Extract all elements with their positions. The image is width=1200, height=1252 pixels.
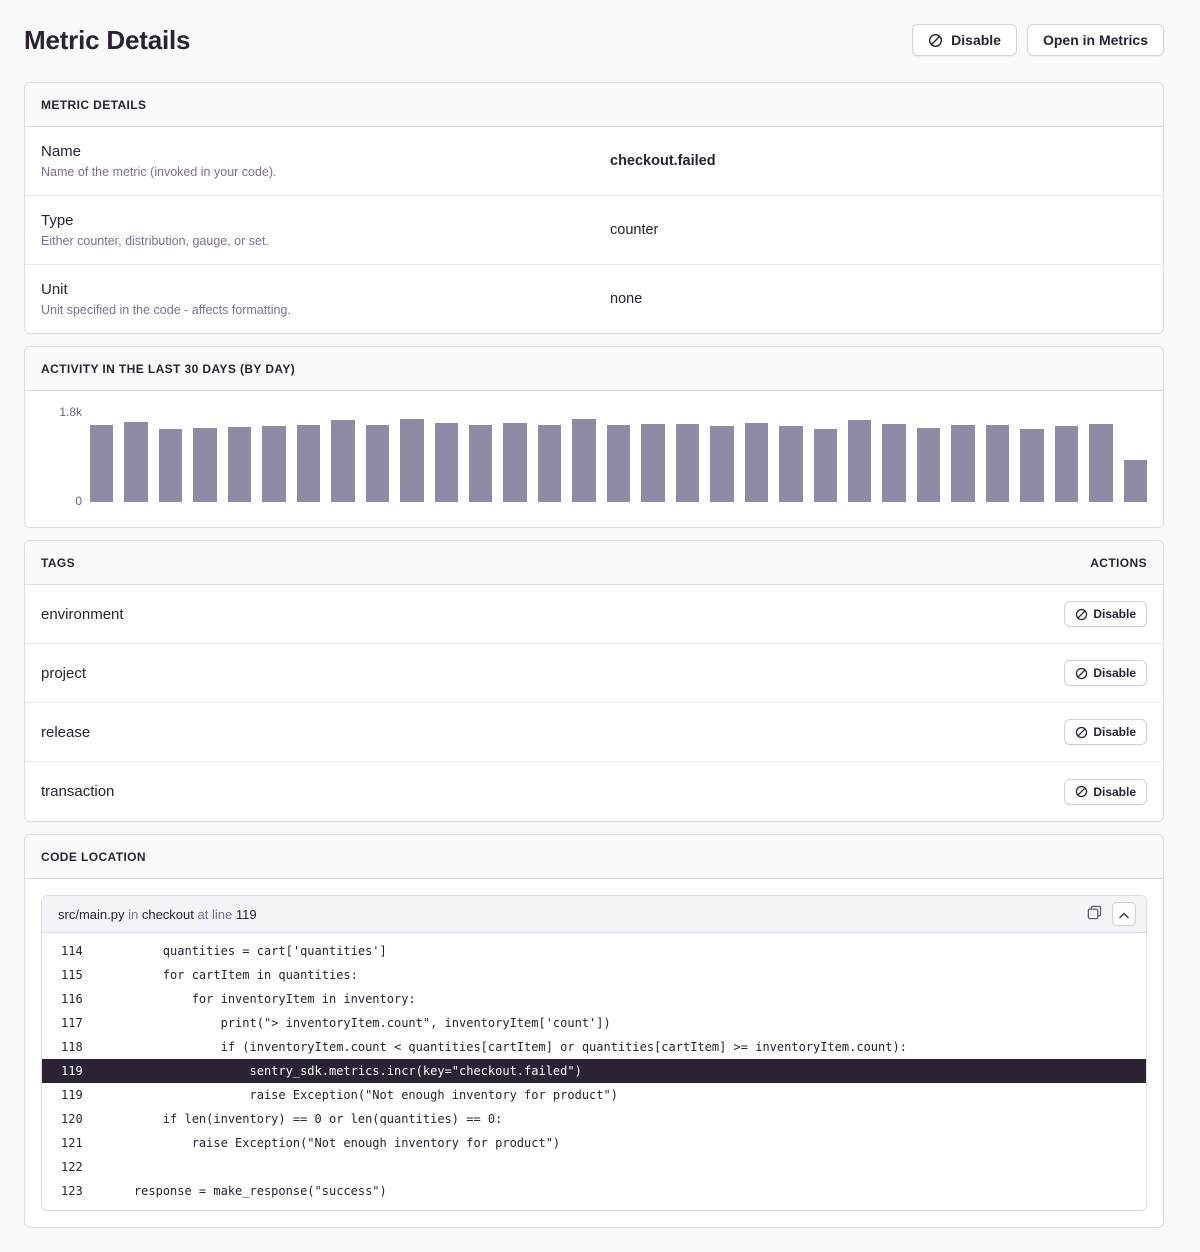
code-line-text: quantities = cart['quantities'] [105,944,387,958]
code-location-panel-header [25,835,1163,879]
code-line-number: 117 [61,1016,83,1030]
prohibit-icon [1075,726,1088,739]
detail-label: Type [41,212,74,229]
chart-bar[interactable] [228,427,251,502]
code-snippet-header [42,896,1146,933]
code-line [42,1011,1146,1035]
chart-bar[interactable] [1124,460,1147,502]
metric-detail-row [25,265,1163,333]
code-line-number: 118 [61,1040,83,1054]
tag-disable-label: Disable [1093,607,1136,621]
tag-name: environment [41,605,124,623]
chart-bar[interactable] [572,419,595,502]
tag-disable-label: Disable [1093,784,1136,799]
tag-disable-button[interactable] [1064,601,1147,627]
chart-bar[interactable] [124,422,147,502]
code-line [42,939,1146,963]
code-line [42,1131,1146,1155]
code-line-text: if (inventoryItem.count < quantities[cartItem] or quantities[cartItem] >= inventoryItem.count): [105,1040,907,1054]
tag-name: project [41,664,87,682]
chart-bar[interactable] [90,425,113,502]
code-line [42,1035,1146,1059]
code-line-number: 120 [61,1112,83,1126]
code-line-number: 121 [61,1136,83,1150]
code-header-actions [1085,902,1136,926]
activity-bar-chart [25,391,1163,527]
chart-bar[interactable] [917,428,940,502]
code-location-panel-title: CODE LOCATION [41,850,146,864]
tag-row [25,585,1163,644]
disable-button[interactable] [912,24,1017,56]
chart-bar[interactable] [159,429,182,502]
chart-bar[interactable] [193,428,216,502]
code-line-text: raise Exception("Not enough inventory for product") [105,1088,618,1102]
code-line-text: print("> inventoryItem.count", inventoryItem['count']) [105,1016,611,1030]
metric-details-panel [24,82,1164,334]
code-function-name: checkout [141,906,194,922]
tag-disable-label: Disable [1093,725,1136,739]
chart-bar[interactable] [882,424,905,502]
code-line-number: 119 [61,1088,83,1102]
code-location-body [25,879,1163,1227]
code-line-number: 119 [235,906,257,922]
detail-value: none [610,291,643,307]
metric-detail-row [25,127,1163,196]
chart-bar[interactable] [262,426,285,502]
tag-name: release [41,723,91,741]
collapse-button[interactable] [1112,902,1136,926]
tag-row [25,762,1163,821]
chart-bar[interactable] [641,424,664,502]
tag-disable-button[interactable] [1064,719,1147,745]
chevron-up-icon [1119,907,1129,922]
tags-panel-header [25,541,1163,585]
chart-bar[interactable] [469,425,492,502]
prohibit-icon [1075,667,1088,680]
chart-bar[interactable] [366,425,389,502]
code-lines [42,933,1146,1210]
code-line-number: 116 [61,992,83,1006]
tag-disable-label: Disable [1093,666,1136,680]
code-line-number: 122 [61,1160,83,1174]
code-line-number: 123 [61,1184,83,1198]
disable-button-label: Disable [951,32,1001,48]
prohibit-icon [1075,785,1088,798]
open-in-metrics-label: Open in Metrics [1042,32,1148,48]
chart-bar[interactable] [297,425,320,502]
chart-bar[interactable] [1089,424,1112,502]
tag-disable-button[interactable] [1064,779,1147,805]
copy-icon [1087,905,1102,923]
code-line [42,1155,1146,1179]
chart-bar[interactable] [848,420,871,502]
code-snippet-block [41,895,1147,1211]
y-axis-min-label: 0 [75,494,82,508]
detail-description: Unit specified in the code - affects formatting. [41,303,291,317]
code-at-line-words: at line [197,906,233,922]
chart-bar[interactable] [814,429,837,502]
page-header [24,24,1164,56]
chart-bar[interactable] [951,425,974,502]
tags-panel-title: TAGS [41,556,76,570]
tags-actions-header: ACTIONS [1090,556,1147,570]
chart-bar[interactable] [745,423,768,502]
tag-rows [25,585,1163,821]
activity-panel [24,346,1164,528]
metric-details-panel-header [25,83,1163,127]
detail-value: counter [610,222,659,238]
y-axis-max-label: 1.8k [59,405,82,419]
detail-label: Name [41,143,82,160]
chart-bar[interactable] [503,423,526,502]
code-line [42,987,1146,1011]
prohibit-icon [1075,608,1088,621]
chart-bar[interactable] [400,419,423,502]
code-line [42,963,1146,987]
chart-y-axis [37,405,90,508]
chart-bar[interactable] [779,426,802,502]
chart-bar[interactable] [710,426,733,502]
code-location-panel [24,834,1164,1228]
chart-bar[interactable] [538,425,561,502]
detail-description: Name of the metric (invoked in your code). [41,165,277,179]
tags-panel [24,540,1164,822]
code-line [42,1059,1146,1083]
code-line [42,1107,1146,1131]
code-line [42,1179,1146,1203]
code-line-text: response = make_response("success") [105,1184,387,1198]
chart-bar[interactable] [331,420,354,502]
code-line-text: if len(inventory) == 0 or len(quantities) == 0: [105,1112,503,1126]
code-line-number: 114 [61,944,83,958]
code-line-text: sentry_sdk.metrics.incr(key="checkout.failed") [105,1064,582,1078]
tag-disable-button[interactable] [1064,660,1147,686]
chart-bars [90,410,1147,502]
header-actions [912,24,1164,56]
chart-bar[interactable] [607,425,630,502]
detail-value: checkout.failed [610,153,716,169]
code-line-text: for cartItem in quantities: [105,968,358,982]
activity-panel-header [25,347,1163,391]
chart-bar[interactable] [435,423,458,502]
tag-row [25,703,1163,762]
chart-bar[interactable] [1055,426,1078,502]
copy-button[interactable] [1085,903,1104,925]
activity-panel-title: ACTIVITY IN THE LAST 30 DAYS (BY DAY) [41,362,296,376]
code-line-text: for inventoryItem in inventory: [105,992,416,1006]
code-line-number: 119 [61,1064,83,1078]
detail-description: Either counter, distribution, gauge, or set. [41,234,269,248]
code-in-word: in [128,906,139,922]
code-file-path: src/main.py [58,906,125,922]
code-line-number: 115 [61,968,83,982]
metric-details-rows [25,127,1163,333]
prohibit-icon [928,33,943,48]
chart-bar[interactable] [676,424,699,502]
code-line-text: raise Exception("Not enough inventory for product") [105,1136,561,1150]
code-line [42,1083,1146,1107]
chart-bar[interactable] [986,425,1009,502]
detail-label: Unit [41,281,68,298]
open-in-metrics-button[interactable] [1027,24,1164,56]
page-title: Metric Details [24,24,191,55]
tag-row [25,644,1163,703]
chart-bar[interactable] [1020,429,1043,502]
code-file-info [58,907,257,922]
metric-detail-row [25,196,1163,265]
tag-name: transaction [41,783,115,800]
metric-details-panel-title: METRIC DETAILS [41,98,147,112]
